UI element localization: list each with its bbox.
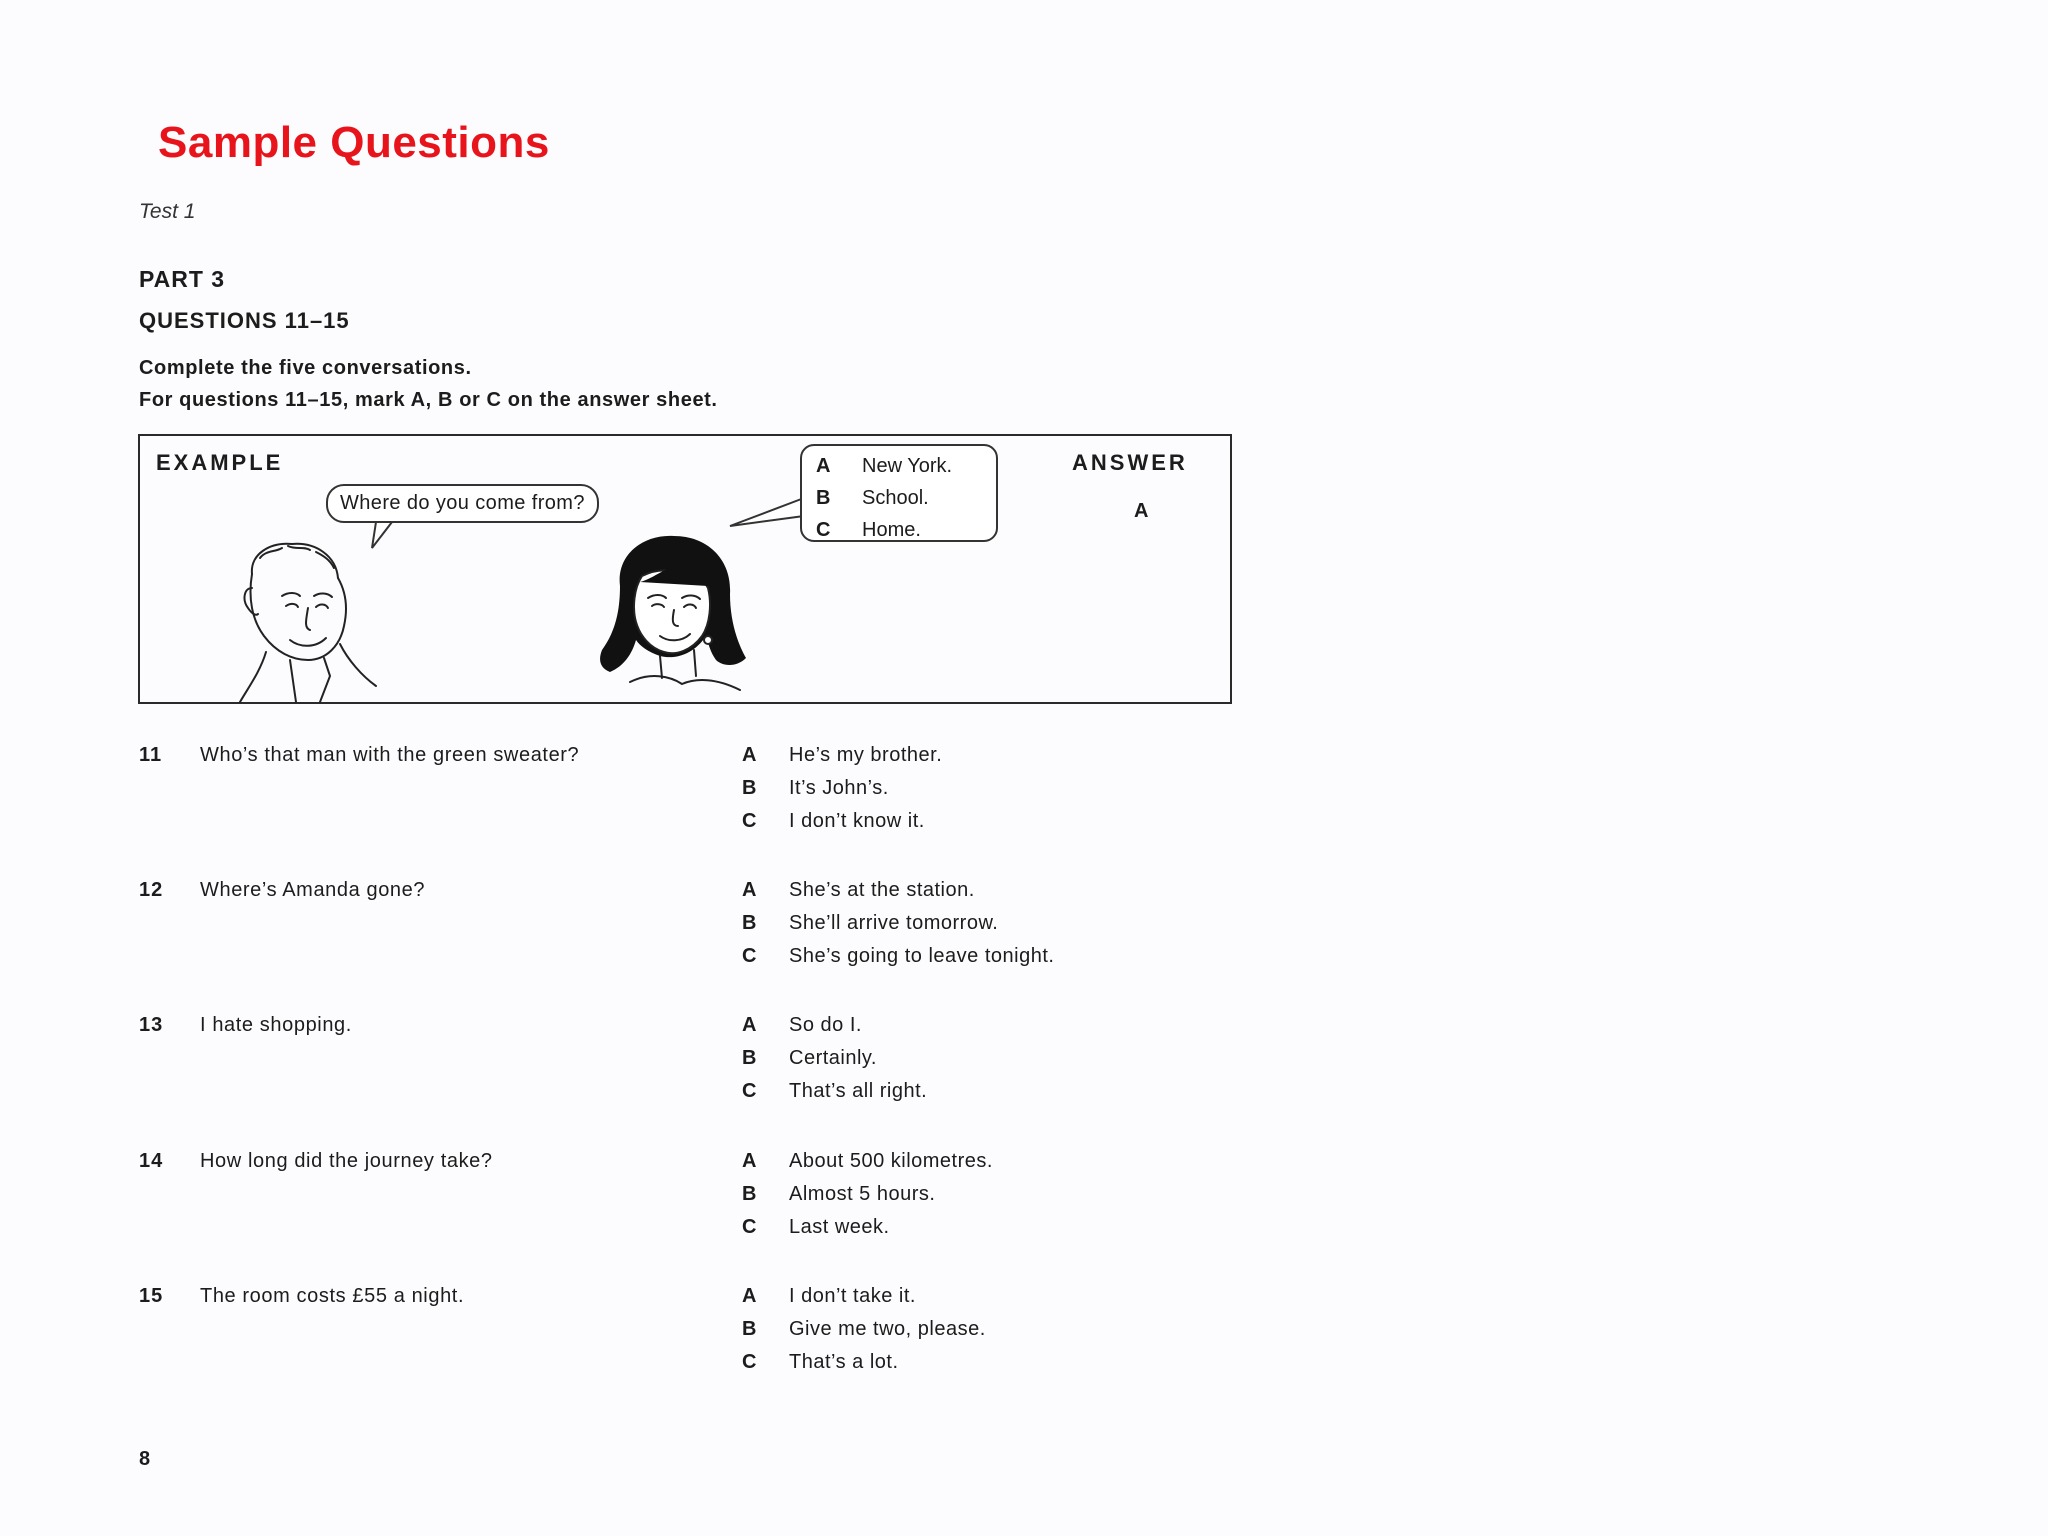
question-options xyxy=(742,1150,993,1249)
question-text: Where’s Amanda gone? xyxy=(200,879,426,901)
question-options xyxy=(742,879,1054,978)
answer-option xyxy=(742,744,942,777)
option-text: I don’t take it. xyxy=(789,1285,916,1307)
option-text: That’s all right. xyxy=(789,1080,928,1102)
example-option xyxy=(816,514,982,546)
option-letter: B xyxy=(742,1318,757,1340)
instruction-line: Complete the five conversations. xyxy=(139,357,472,379)
option-letter: C xyxy=(742,1351,757,1373)
answer-option xyxy=(742,1183,993,1216)
option-text: New York. xyxy=(862,454,953,477)
question-options xyxy=(742,744,942,843)
question-text: The room costs £55 a night. xyxy=(200,1285,465,1307)
question-number: 12 xyxy=(139,879,164,901)
answer-option xyxy=(742,945,1054,978)
option-letter: C xyxy=(742,1080,757,1102)
option-letter: A xyxy=(742,1014,757,1036)
option-letter: C xyxy=(742,810,757,832)
answer-option xyxy=(742,1014,927,1047)
option-text: Certainly. xyxy=(789,1047,877,1069)
question-text: I hate shopping. xyxy=(200,1014,352,1036)
option-text: About 500 kilometres. xyxy=(789,1150,993,1172)
question-number: 15 xyxy=(139,1285,164,1307)
example-option xyxy=(816,482,982,514)
option-letter: A xyxy=(742,879,757,901)
answer-option xyxy=(742,1351,986,1384)
answer-option xyxy=(742,912,1054,945)
slide-title: Sample Questions xyxy=(158,118,550,167)
option-text: It’s John’s. xyxy=(789,777,889,799)
answer-option xyxy=(742,879,1054,912)
question-options xyxy=(742,1285,986,1384)
part-heading: PART 3 xyxy=(139,266,226,292)
option-text: School. xyxy=(862,486,929,509)
example-box xyxy=(138,434,1232,704)
example-options-bubble xyxy=(800,444,998,542)
page-number: 8 xyxy=(139,1448,151,1470)
option-text: Give me two, please. xyxy=(789,1318,986,1340)
option-text: That’s a lot. xyxy=(789,1351,899,1373)
option-text: So do I. xyxy=(789,1014,862,1036)
girl-illustration xyxy=(590,532,756,704)
answer-option xyxy=(742,1150,993,1183)
example-answer: A xyxy=(1134,500,1149,522)
answer-option xyxy=(742,1047,927,1080)
question-text: How long did the journey take? xyxy=(200,1150,493,1172)
option-letter: A xyxy=(742,744,757,766)
option-letter: A xyxy=(742,1150,757,1172)
answer-option xyxy=(742,1216,993,1249)
option-letter: B xyxy=(742,1047,757,1069)
option-letter: B xyxy=(742,912,757,934)
answer-option xyxy=(742,1080,927,1113)
option-text: She’ll arrive tomorrow. xyxy=(789,912,999,934)
option-letter: B xyxy=(816,486,831,509)
answer-option xyxy=(742,777,942,810)
option-letter: B xyxy=(742,777,757,799)
question-number: 14 xyxy=(139,1150,164,1172)
answer-option xyxy=(742,810,942,843)
question-number: 11 xyxy=(139,744,163,766)
test-label: Test 1 xyxy=(139,200,196,223)
option-letter: A xyxy=(742,1285,757,1307)
example-question-bubble: Where do you come from? xyxy=(326,484,599,523)
option-letter: C xyxy=(742,1216,757,1238)
answer-option xyxy=(742,1285,986,1318)
example-option xyxy=(816,450,982,482)
option-text: Almost 5 hours. xyxy=(789,1183,936,1205)
answer-option xyxy=(742,1318,986,1351)
option-letter: A xyxy=(816,454,831,477)
option-letter: B xyxy=(742,1183,757,1205)
option-text: Last week. xyxy=(789,1216,890,1238)
boy-illustration xyxy=(230,536,380,704)
option-letter: C xyxy=(816,518,831,541)
option-letter: C xyxy=(742,945,757,967)
instructions xyxy=(139,352,718,416)
option-text: She’s at the station. xyxy=(789,879,975,901)
option-text: Home. xyxy=(862,518,921,541)
questions-heading: QUESTIONS 11–15 xyxy=(139,308,350,333)
option-text: I don’t know it. xyxy=(789,810,925,832)
example-label: EXAMPLE xyxy=(156,450,284,475)
answer-label: ANSWER xyxy=(1072,450,1188,475)
question-options xyxy=(742,1014,927,1113)
instruction-line: For questions 11–15, mark A, B or C on the answer sheet. xyxy=(139,389,718,411)
question-number: 13 xyxy=(139,1014,164,1036)
question-text: Who’s that man with the green sweater? xyxy=(200,744,580,766)
option-text: She’s going to leave tonight. xyxy=(789,945,1055,967)
option-text: He’s my brother. xyxy=(789,744,943,766)
